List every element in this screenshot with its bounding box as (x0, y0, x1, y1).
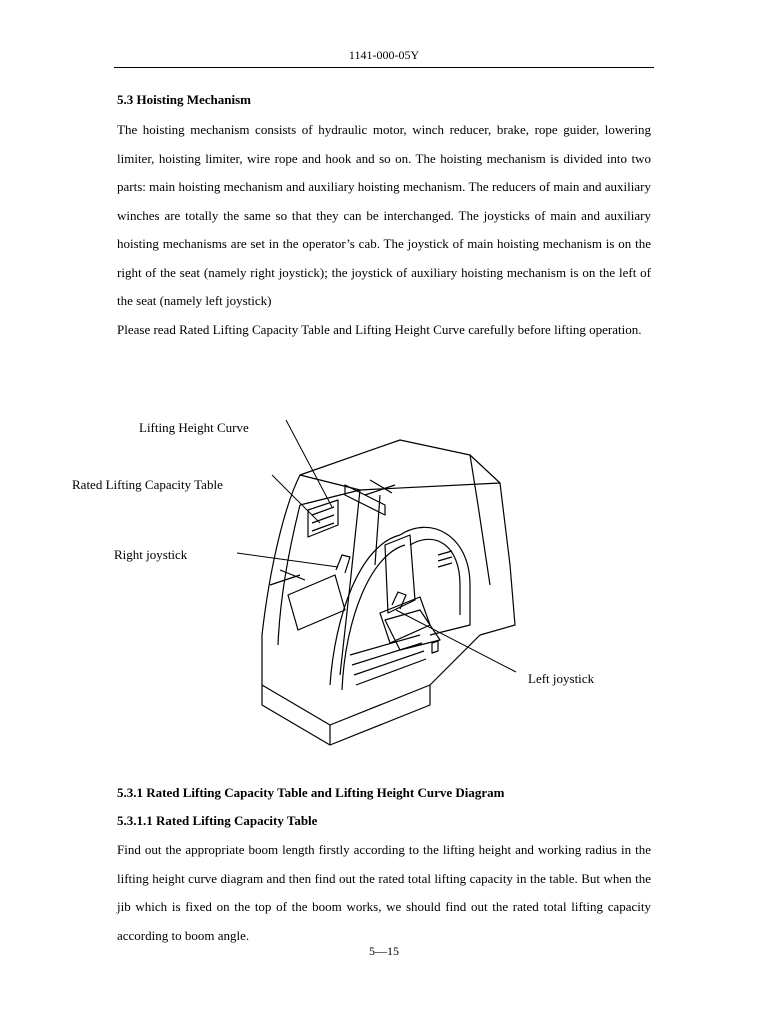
label-left-joystick: Left joystick (528, 671, 595, 686)
subsubsection-body (117, 836, 651, 950)
section-heading: 5.3 Hoisting Mechanism (117, 92, 251, 107)
operator-cab-drawing (0, 385, 768, 755)
subsubsection-heading: 5.3.1.1 Rated Lifting Capacity Table (117, 813, 318, 828)
section-paragraph-1: The hoisting mechanism consists of hydraulic motor, winch reducer, brake, rope guider, lowering limiter, hoisting limiter, wire rope and hook and so on. The hoisting mechanism is divided into two parts: main hoisting mechanism and auxiliary hoisting mechanism. The reducers of main and auxiliary winches are totally the same so that they can be interchanged. The joysticks of main and auxiliary hoisting mechanisms are set in the operator’s cab. The joystick of main hoisting mechanism is on the right of the seat (namely right joystick); the joystick of auxiliary hoisting mechanism is on the left of the seat (namely left joystick) (117, 122, 651, 308)
operator-cab-figure (0, 385, 768, 755)
header-rule (114, 67, 654, 68)
document-code: 1141-000-05Y (348, 48, 420, 62)
subsection-heading: 5.3.1 Rated Lifting Capacity Table and Lifting Height Curve Diagram (117, 785, 505, 800)
section-body (117, 116, 651, 344)
page-number: 5—15 (369, 944, 399, 958)
label-rated-lifting-capacity-table: Rated Lifting Capacity Table (72, 477, 223, 492)
section-paragraph-2: Please read Rated Lifting Capacity Table and Lifting Height Curve carefully before lifting operation. (117, 321, 642, 337)
label-right-joystick: Right joystick (114, 547, 188, 562)
label-lifting-height-curve: Lifting Height Curve (139, 420, 249, 435)
subsubsection-paragraph: Find out the appropriate boom length firstly according to the lifting height and working radius in the lifting height curve diagram and then find out the rated total lifting capacity in the table. But when the jib which is fixed on the top of the boom works, we should find out the rated total lifting capacity according to boom angle. (117, 842, 651, 943)
